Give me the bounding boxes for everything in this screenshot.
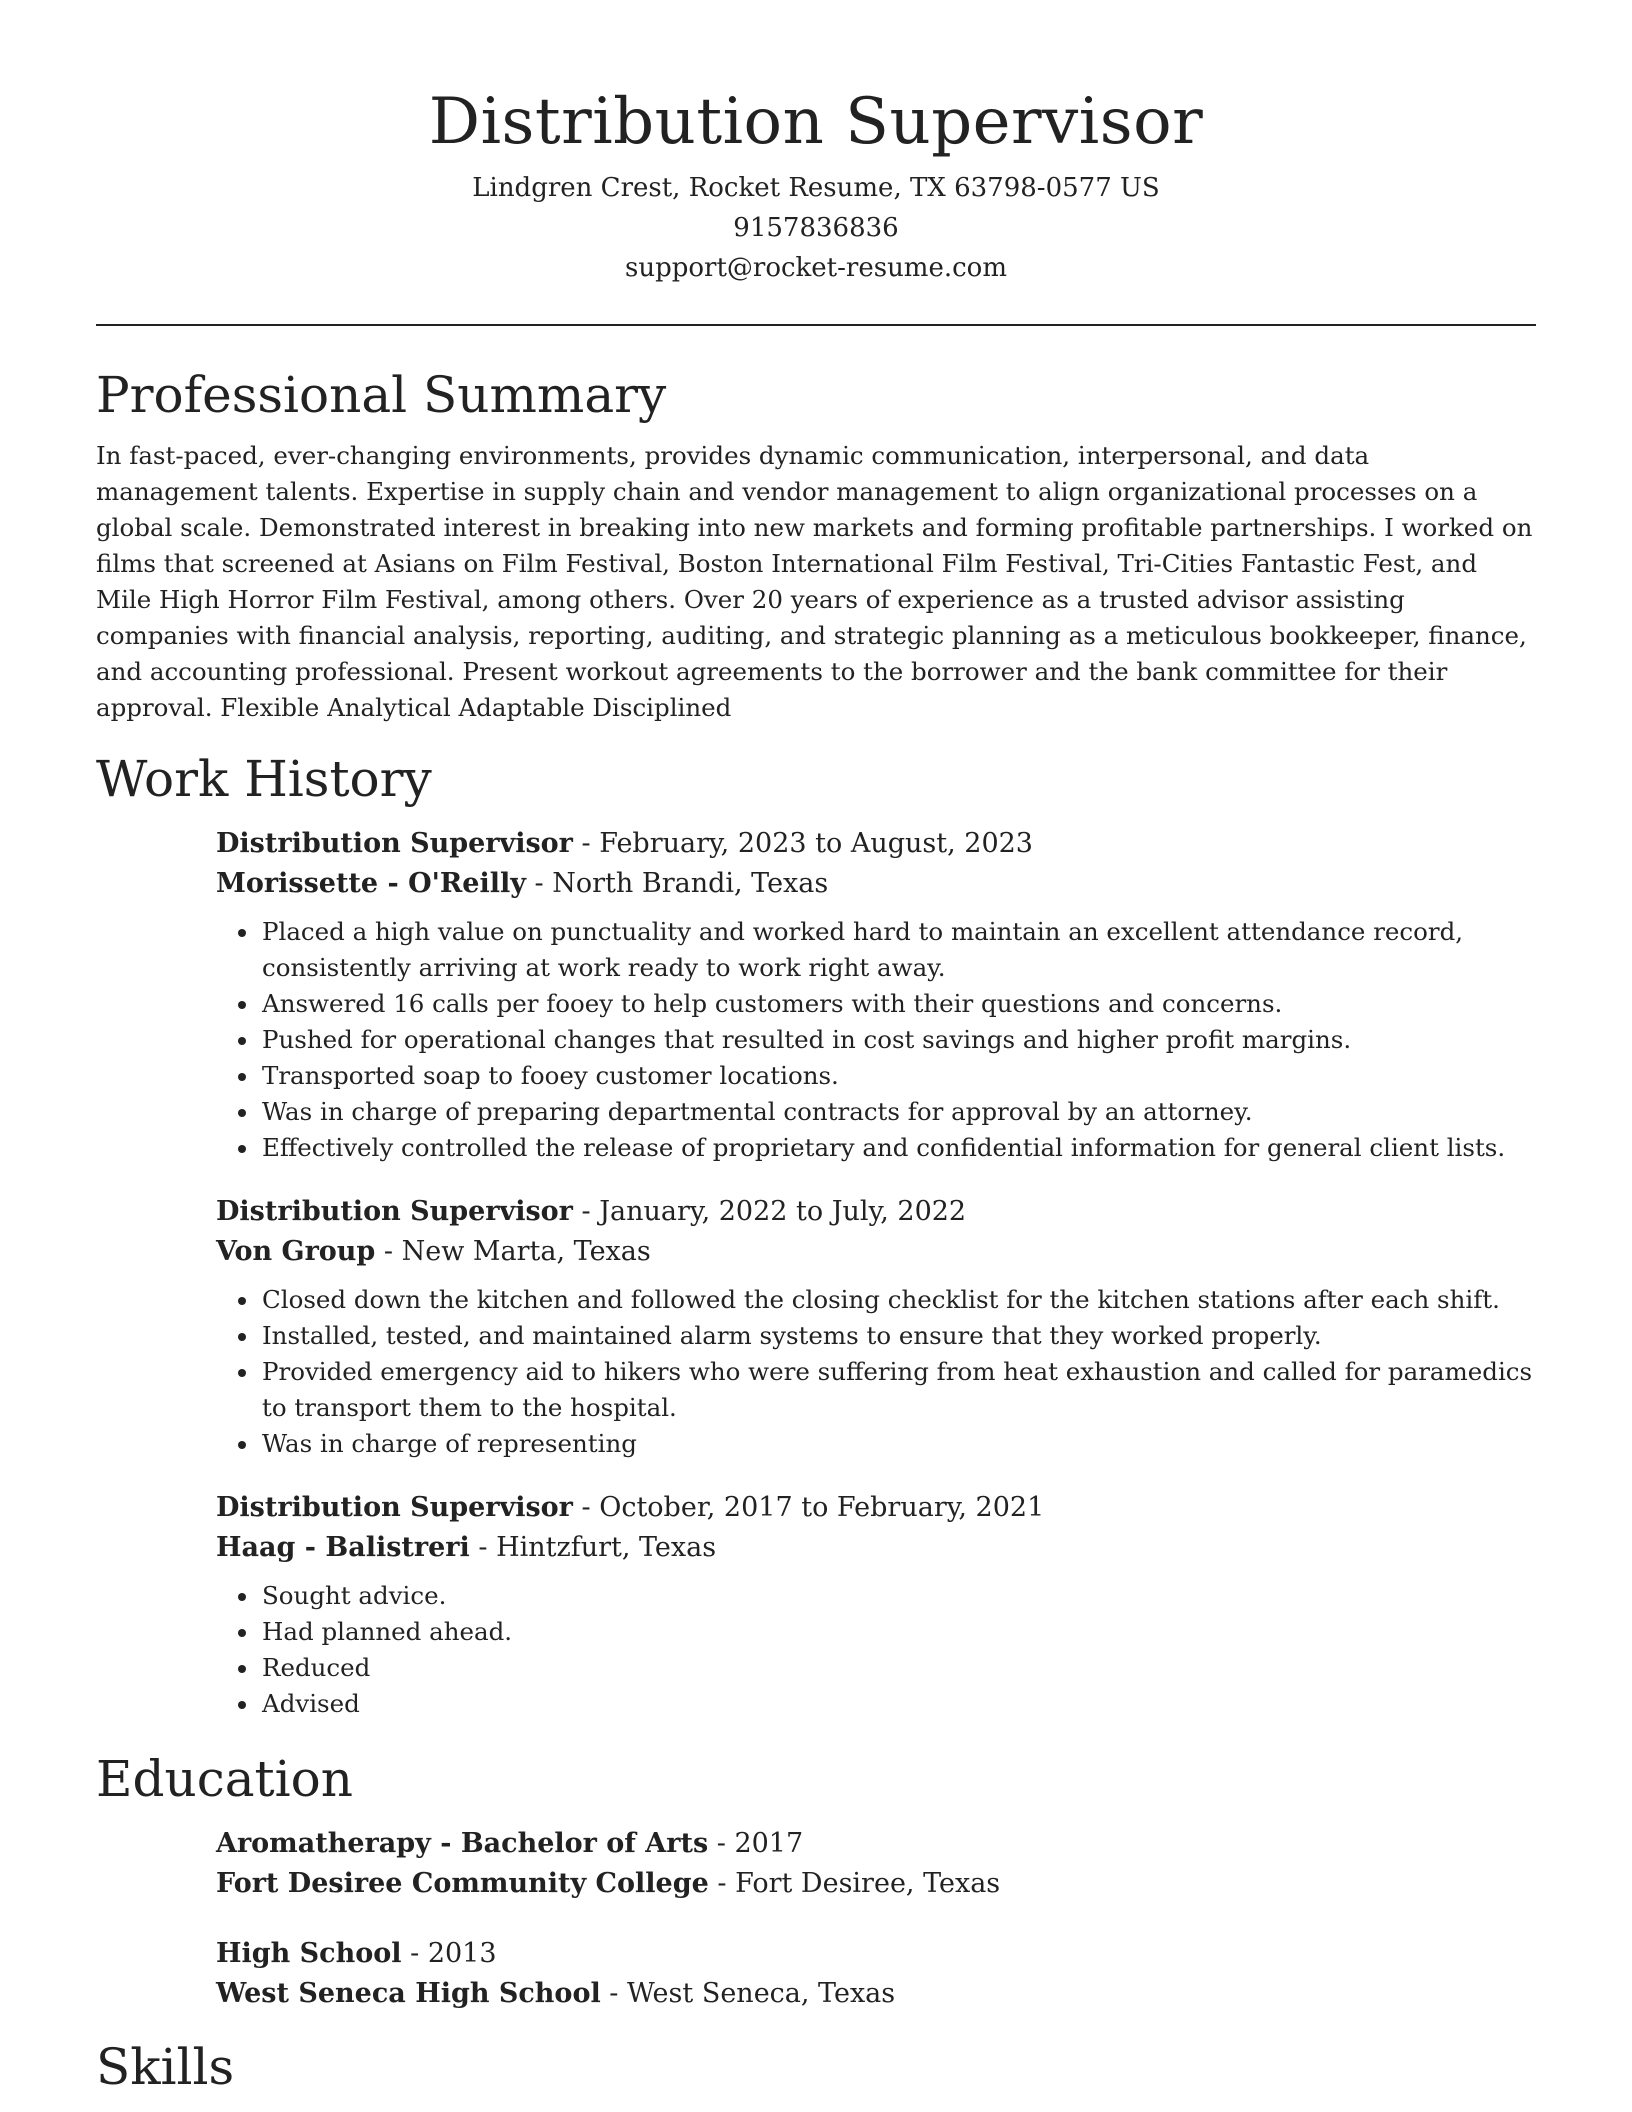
job-bullet: • Was in charge of preparing departmental contracts for approval by an attorney.: [260, 1094, 1536, 1130]
education-location: - West Seneca, Texas: [600, 1978, 896, 2009]
job-bullet: • Provided emergency aid to hikers who were suffering from heat exhaustion and called for paramedics to transport them to the hospital.: [260, 1354, 1536, 1426]
education-school-line: [216, 1864, 1536, 1904]
job-title-line: [216, 824, 1536, 864]
job-location: - New Marta, Texas: [375, 1236, 651, 1267]
job-bullet: • Pushed for operational changes that resulted in cost savings and higher profit margins.: [260, 1022, 1536, 1058]
summary-text: In fast-paced, ever-changing environments, provides dynamic communication, interpersonal, and data management talents. Expertise in supply chain and vendor management to align organizational processes on a global scale. Demonstrated interest in breaking into new markets and forming profitable partnerships. I worked on films that screened at Asians on Film Festival, Boston International Film Festival, Tri-Cities Fantastic Fest, and Mile High Horror Film Festival, among others. Over 20 years of experience as a trusted advisor assisting companies with financial analysis, reporting, auditing, and strategic planning as a meticulous bookkeeper, finance, and accounting professional. Present workout agreements to the borrower and the bank committee for their approval. Flexible Analytical Adaptable Disciplined: [96, 441, 1533, 722]
education-year: - 2013: [401, 1938, 497, 1969]
job-bullet: • Sought advice.: [260, 1578, 1536, 1614]
job-bullet: • Reduced: [260, 1650, 1536, 1686]
education-entry: [216, 1824, 1536, 1904]
job-bullet: • Installed, tested, and maintained alarm systems to ensure that they worked properly.: [260, 1318, 1536, 1354]
work-history-heading: Work History: [96, 750, 432, 808]
education-location: - Fort Desiree, Texas: [708, 1868, 1001, 1899]
education-school: West Seneca High School: [216, 1978, 601, 2009]
job-dates: - February, 2023 to August, 2023: [572, 828, 1033, 859]
summary-section: [96, 364, 1536, 726]
candidate-name: Distribution Supervisor: [428, 85, 1204, 159]
job-company: Von Group: [216, 1236, 376, 1267]
job-company-line: [216, 864, 1536, 904]
job-bullet: • Was in charge of representing: [260, 1426, 1536, 1462]
job-title: Distribution Supervisor: [216, 828, 573, 859]
job-company-line: [216, 1528, 1536, 1568]
job-bullet: • Placed a high value on punctuality and worked hard to maintain an excellent attendance record, consistently arriving at work ready to work right away.: [260, 914, 1536, 986]
job-bullets: [216, 1578, 1536, 1722]
job-bullets: [216, 914, 1536, 1166]
job-title-line: [216, 1192, 1536, 1232]
contact-address: Lindgren Crest, Rocket Resume, TX 63798-0577 US: [472, 173, 1160, 203]
job-bullets: [216, 1282, 1536, 1462]
job-title: Distribution Supervisor: [216, 1492, 573, 1523]
skills-section: [96, 2036, 1536, 2098]
education-degree: High School: [216, 1938, 402, 1969]
contact-email: support@rocket-resume.com: [624, 253, 1007, 283]
education-degree-line: [216, 1934, 1536, 1974]
job-bullet: • Effectively controlled the release of proprietary and confidential information for general client lists.: [260, 1130, 1536, 1166]
job-bullet: • Had planned ahead.: [260, 1614, 1536, 1650]
work-history-section: [96, 748, 1536, 1722]
job-entry: [216, 1488, 1536, 1722]
job-title: Distribution Supervisor: [216, 1196, 573, 1227]
education-school-line: [216, 1974, 1536, 2014]
resume-page: [96, 0, 1536, 2098]
education-heading: Education: [96, 1750, 353, 1808]
education-section: [96, 1748, 1536, 2014]
job-entry: [216, 824, 1536, 1166]
job-title-line: [216, 1488, 1536, 1528]
education-entry: [216, 1934, 1536, 2014]
job-company: Haag - Balistreri: [216, 1532, 470, 1563]
education-degree-line: [216, 1824, 1536, 1864]
job-bullet: • Answered 16 calls per fooey to help customers with their questions and concerns.: [260, 986, 1536, 1022]
skills-heading: Skills: [96, 2038, 235, 2096]
job-dates: - October, 2017 to February, 2021: [572, 1492, 1045, 1523]
education-school: Fort Desiree Community College: [216, 1868, 709, 1899]
education-year: - 2017: [708, 1828, 804, 1859]
job-bullet: • Closed down the kitchen and followed the closing checklist for the kitchen stations after each shift.: [260, 1282, 1536, 1318]
job-bullet: • Advised: [260, 1686, 1536, 1722]
contact-phone: 9157836836: [733, 213, 899, 243]
job-entry: [216, 1192, 1536, 1462]
job-bullet: • Transported soap to fooey customer locations.: [260, 1058, 1536, 1094]
job-location: - Hintzfurt, Texas: [469, 1532, 717, 1563]
job-company: Morissette - O'Reilly: [216, 868, 526, 899]
job-company-line: [216, 1232, 1536, 1272]
header-divider: [96, 324, 1536, 326]
summary-heading: Professional Summary: [96, 366, 667, 424]
contact-block: [96, 168, 1536, 288]
resume-header: [96, 0, 1536, 326]
job-location: - North Brandi, Texas: [525, 868, 829, 899]
education-degree: Aromatherapy - Bachelor of Arts: [216, 1828, 709, 1859]
job-dates: - January, 2022 to July, 2022: [572, 1196, 967, 1227]
